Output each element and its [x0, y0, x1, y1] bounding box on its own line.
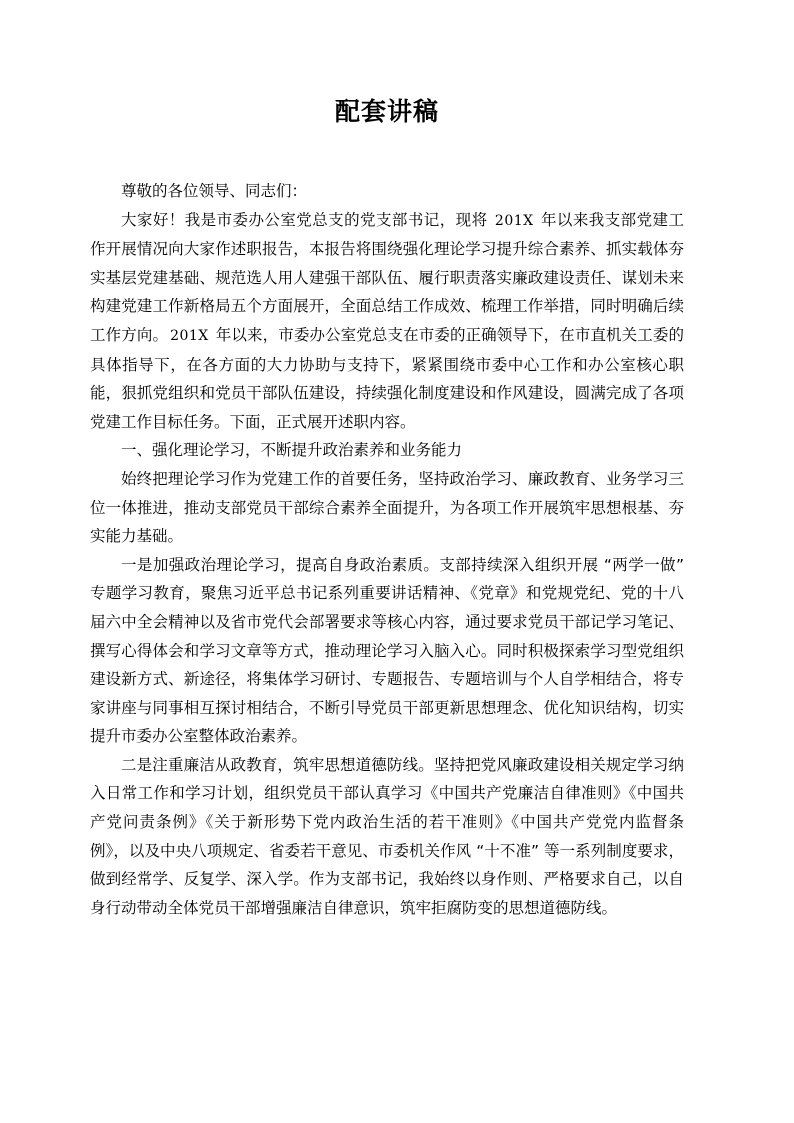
- paragraph-point-one: 一是加强政治理论学习，提高自身政治素质。支部持续深入组织开展 “两学一做” 专题学习教育，聚焦习近平总书记系列重要讲话精神、《党章》和党规党纪、党的十八届六中全会精神以及省市党代会部署要求等核心内容，通过要求党员干部记学习笔记、撰写心得体会和学习文章等方式，推动理论学习入脑入心。同时积极探索学习型党组织建设新方式、新途径，将集体学习研讨、专题报告、专题培训与个人自学相结合，将专家讲座与同事相互探讨相结合，不断引导党员干部更新思想理念、优化知识结构，切实提升市委办公室整体政治素养。: [90, 555, 684, 746]
- title-spacer: [90, 127, 684, 177]
- paragraph-point-two: 二是注重廉洁从政教育，筑牢思想道德防线。坚持把党风廉政建设相关规定学习纳入日常工作和学习计划，组织党员干部认真学习《中国共产党廉洁自律准则》《中国共产党问责条例》《关于新形势下党内政治生活的若干准则》《中国共产党党内监督条例》，以及中央八项规定、省委若干意见、市委机关作风 “十不准” 等一系列制度要求，做到经常学、反复学、深入学。作为支部书记，我始终以身作则、严格要求自己，以自身行动带动全体党员干部增强廉洁自律意识，筑牢拒腐防变的思想道德防线。: [90, 755, 684, 917]
- salutation-line: 尊敬的各位领导、同志们：: [121, 182, 308, 200]
- latin-run: 201X: [170, 327, 209, 344]
- page-title: 配套讲稿: [334, 97, 439, 126]
- section-one-intro: 始终把理论学习作为党建工作的首要任务，坚持政治学习、廉政教育、业务学习三位一体推进，推动支部党员干部综合素养全面提升，为各项工作开展筑牢思想根基、夯实能力基础。: [90, 469, 684, 546]
- document-body: [90, 0, 684, 922]
- latin-run: 201X: [494, 212, 534, 229]
- section-one-heading: 一、强化理论学习，不断提升政治素养和业务能力: [121, 441, 463, 460]
- paragraph-opening: 大家好！我是市委办公室党总支的党支部书记，现将 201X 年以来我支部党建工作开展情况向大家作述职报告，本报告将围绕强化理论学习提升综合素养、抓实载体夯实基层党建基础、规范选人用人建强干部队伍、履行职责落实廉政建设责任、谋划未来构建党建工作新格局五个方面展开，全面总结工作成效、梳理工作举措，同时明确后续工作方向。 201X 年以来，市委办公室党总支在市委的正确领导下，在市直机关工委的具体指导下，在各方面的大力协助与支持下，紧紧围绕市委中心工作和办公室核心职能，狠抓党组织和党员干部队伍建设，持续强化制度建设和作风建设，圆满完成了各项党建工作目标任务。下面，正式展开述职内容。: [90, 210, 684, 431]
